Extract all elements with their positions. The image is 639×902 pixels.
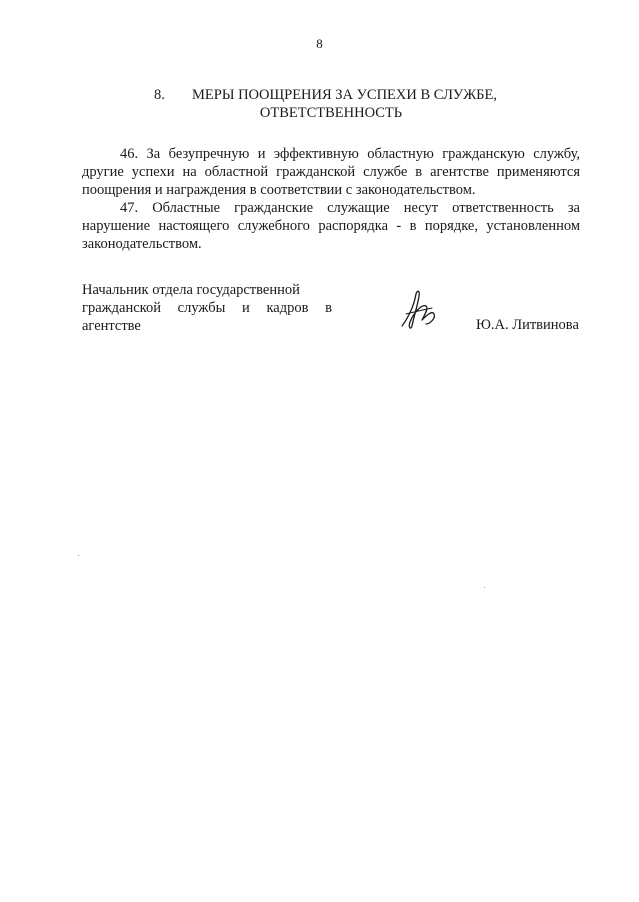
signer-position	[82, 281, 332, 335]
paragraph-47: 47. Областные гражданские служащие несут ответственность за нарушение настоящего служебного распорядка - в порядке, установленном законодательством.	[82, 200, 580, 252]
section-number: 8.	[154, 87, 165, 103]
signer-name: Ю.А. Литвинова	[476, 317, 579, 333]
handwritten-signature	[396, 288, 444, 332]
page-number: 8	[316, 36, 323, 51]
paragraph-46: 46. За безупречную и эффективную областную гражданскую службу, другие успехи на областной гражданской службе в агентстве применяются поощрения и награждения в соответствии с законодательством.	[82, 146, 580, 198]
scan-speck	[78, 555, 79, 556]
section-title-line-1: МЕРЫ ПООЩРЕНИЯ ЗА УСПЕХИ В СЛУЖБЕ,	[192, 87, 497, 103]
section-title-line-2: ОТВЕТСТВЕННОСТЬ	[259, 105, 403, 121]
signer-position-line-1: Начальник отдела государственной	[82, 282, 300, 298]
signer-position-line-2: гражданской службы и кадров в	[82, 300, 332, 316]
signer-position-line-3: агентстве	[82, 318, 141, 334]
scan-speck	[484, 587, 485, 588]
